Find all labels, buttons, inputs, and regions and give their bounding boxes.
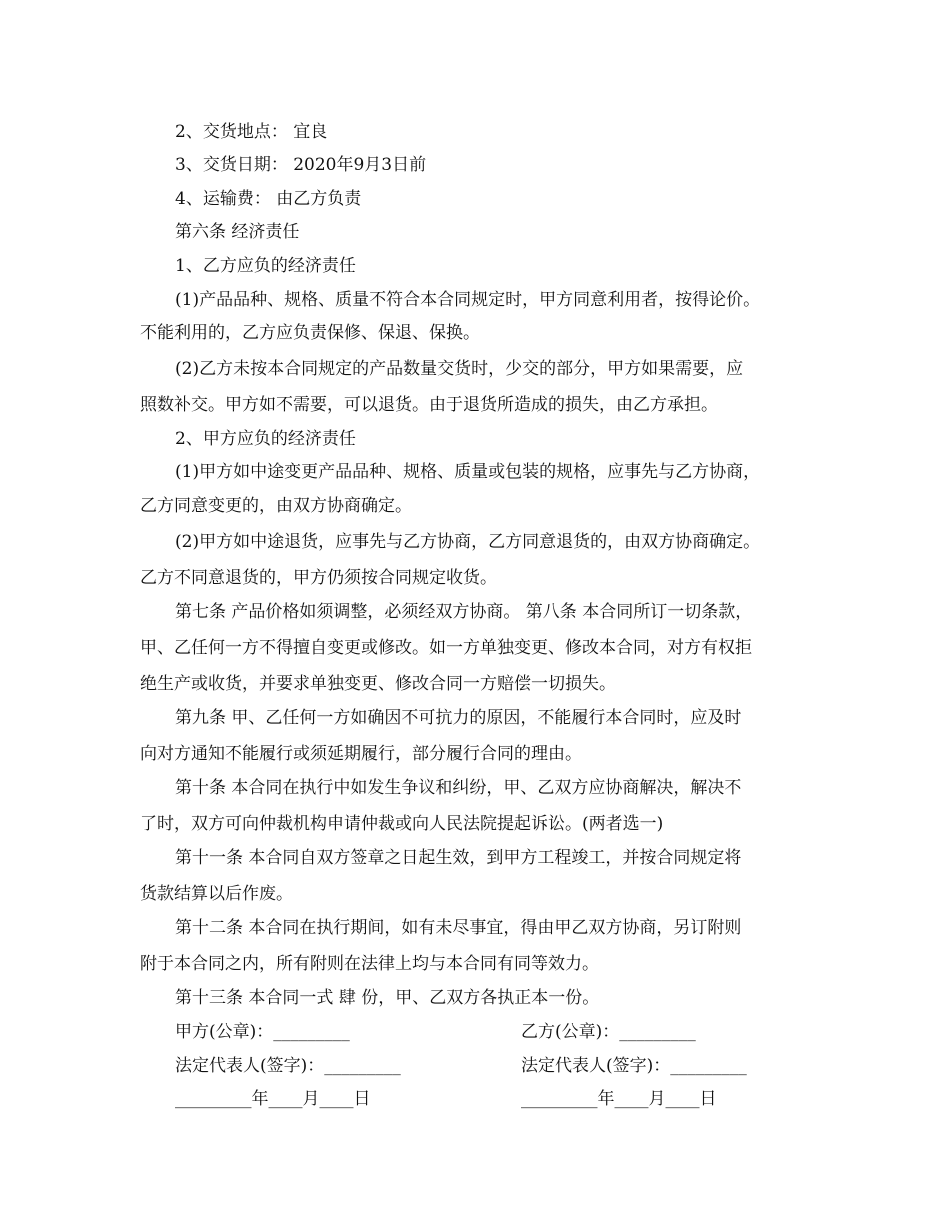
article-6-heading: 第六条 经济责任 <box>175 222 300 242</box>
party-b-date: _________年____月____日 <box>521 1089 717 1109</box>
paragraph-line: 附于本合同之内，所有附则在法律上均与本合同有同等效力。 <box>140 954 599 974</box>
party-b-liability-heading: 1、乙方应负的经济责任 <box>175 256 356 276</box>
paragraph-line: 乙方同意变更的，由双方协商确定。 <box>140 496 412 516</box>
paragraph-line: 照数补交。甲方如不需要，可以退货。由于退货所造成的损失，由乙方承担。 <box>140 395 718 415</box>
article-10: 第十条 本合同在执行中如发生争议和纠纷，甲、乙双方应协商解决，解决不 <box>175 778 742 798</box>
paragraph-line: 了时，双方可向仲裁机构申请仲裁或向人民法院提起诉讼。(两者选一) <box>140 814 664 834</box>
paragraph-line: 向对方通知不能履行或须延期履行，部分履行合同的理由。 <box>140 744 582 764</box>
paragraph-line: (1)产品品种、规格、质量不符合本合同规定时，甲方同意利用者，按得论价。 <box>175 290 761 310</box>
article-9: 第九条 甲、乙任何一方如确因不可抗力的原因，不能履行本合同时，应及时 <box>175 708 742 728</box>
party-b-seal: 乙方(公章)：_________ <box>521 1022 696 1042</box>
paragraph-line: 乙方不同意退货的，甲方仍须按合同规定收货。 <box>140 568 497 588</box>
article-11: 第十一条 本合同自双方签章之日起生效，到甲方工程竣工，并按合同规定将 <box>175 848 742 868</box>
party-a-liability-heading: 2、甲方应负的经济责任 <box>175 429 356 449</box>
article-13: 第十三条 本合同一式 肆 份，甲、乙双方各执正本一份。 <box>175 988 600 1008</box>
article-7-8: 第七条 产品价格如须调整，必须经双方协商。 第八条 本合同所订一切条款， <box>175 602 753 622</box>
paragraph-line: 绝生产或收货，并要求单独变更、修改合同一方赔偿一切损失。 <box>140 674 616 694</box>
article-12: 第十二条 本合同在执行期间，如有未尽事宜，得由甲乙双方协商，另订附则 <box>175 918 742 938</box>
paragraph-line: 不能利用的，乙方应负责保修、保退、保换。 <box>140 323 480 343</box>
paragraph-line: (2)乙方未按本合同规定的产品数量交货时，少交的部分，甲方如果需要，应 <box>175 359 744 379</box>
paragraph-line: (1)甲方如中途变更产品品种、规格、质量或包装的规格，应事先与乙方协商， <box>175 462 761 482</box>
party-b-representative: 法定代表人(签字)：_________ <box>521 1056 747 1076</box>
paragraph-line: 货款结算以后作废。 <box>140 884 293 904</box>
paragraph-line: 甲、乙任何一方不得擅自变更或修改。如一方单独变更、修改本合同，对方有权拒 <box>140 638 752 658</box>
paragraph-line: (2)甲方如中途退货，应事先与乙方协商，乙方同意退货的，由双方协商确定。 <box>175 532 761 552</box>
party-a-seal: 甲方(公章)：_________ <box>175 1022 350 1042</box>
delivery-location: 2、交货地点： 宜良 <box>175 122 328 142</box>
party-a-date: _________年____月____日 <box>175 1089 371 1109</box>
transport-fee: 4、运输费： 由乙方负责 <box>175 189 362 209</box>
delivery-date: 3、交货日期： 2020年9月3日前 <box>175 155 427 175</box>
party-a-representative: 法定代表人(签字)：_________ <box>175 1056 401 1076</box>
